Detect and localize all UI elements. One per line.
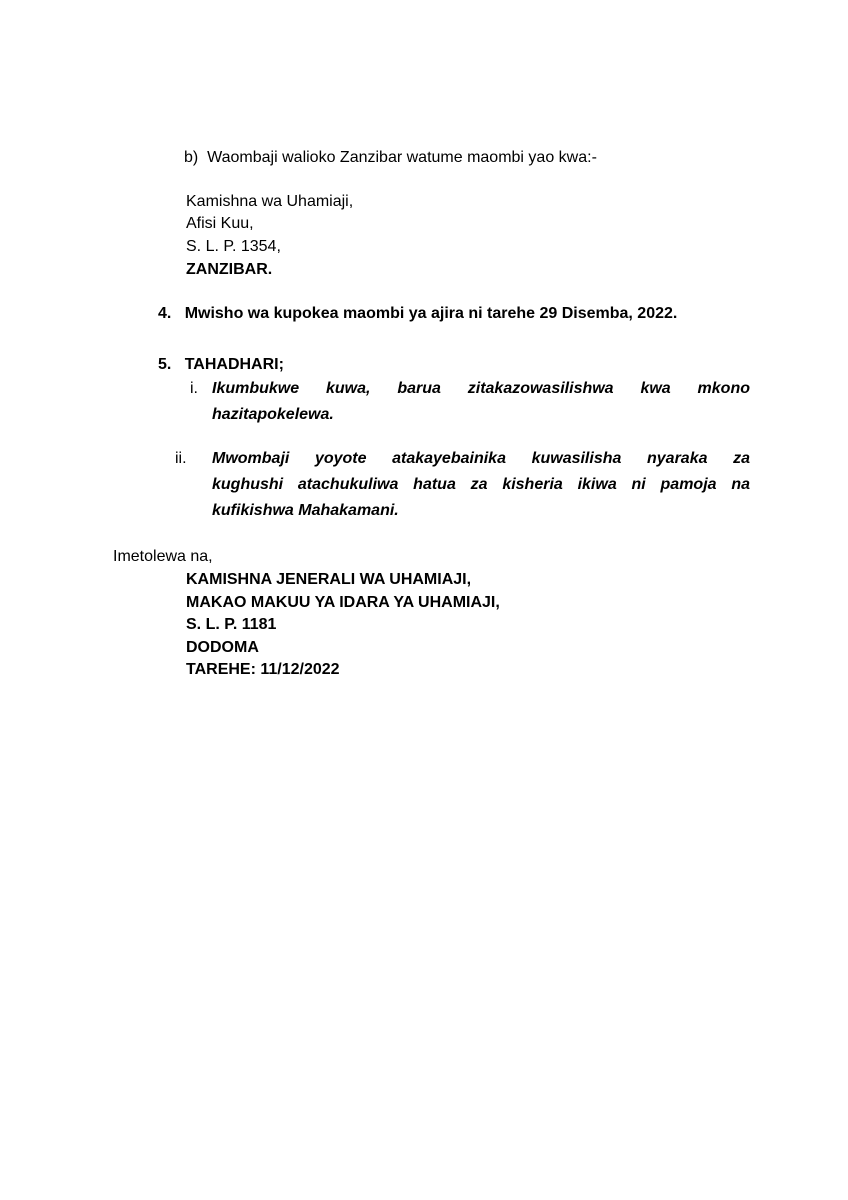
signatory-line-3: S. L. P. 1181	[186, 616, 277, 633]
warning-1-text	[212, 376, 750, 428]
warning-2-line-1: Mwombaji yoyote atakayebainika kuwasilisha nyaraka za	[212, 450, 750, 467]
warning-2-line-2: kughushi atachukuliwa hatua za kisheria ikiwa ni pamoja na	[212, 476, 750, 493]
warning-1-line-2: hazitapokelewa.	[212, 406, 334, 423]
address-line-1: Kamishna wa Uhamiaji,	[186, 193, 354, 210]
warning-2-line-3: kufikishwa Mahakamani.	[212, 502, 399, 519]
item-4-text: Mwisho wa kupokea maombi ya ajira ni tarehe 29 Disemba, 2022.	[184, 305, 678, 322]
item-4-number: 4.	[158, 305, 172, 322]
section-b-marker: b)	[184, 149, 199, 166]
warning-2-numeral: ii.	[175, 450, 187, 467]
signatory-line-1: KAMISHNA JENERALI WA UHAMIAJI,	[186, 571, 472, 588]
item-5-title: TAHADHARI;	[184, 356, 284, 373]
address-line-4: ZANZIBAR.	[186, 261, 273, 278]
item-5-number: 5.	[158, 356, 172, 373]
section-b	[184, 150, 597, 166]
warning-1-line-1: Ikumbukwe kuwa, barua zitakazowasilishwa kwa mkono	[212, 380, 750, 397]
warning-1-numeral: i.	[190, 380, 198, 397]
issued-by-label: Imetolewa na,	[113, 548, 213, 565]
signatory-line-4: DODOMA	[186, 639, 259, 656]
item-4	[158, 306, 677, 322]
address-line-2: Afisi Kuu,	[186, 215, 254, 232]
item-5-heading	[158, 357, 284, 373]
signatory-line-2: MAKAO MAKUU YA IDARA YA UHAMIAJI,	[186, 594, 500, 611]
warning-2-text	[212, 446, 750, 524]
section-b-text: Waombaji walioko Zanzibar watume maombi yao kwa:-	[207, 149, 597, 166]
address-line-3: S. L. P. 1354,	[186, 238, 281, 255]
signatory-date: TAREHE: 11/12/2022	[186, 661, 340, 678]
